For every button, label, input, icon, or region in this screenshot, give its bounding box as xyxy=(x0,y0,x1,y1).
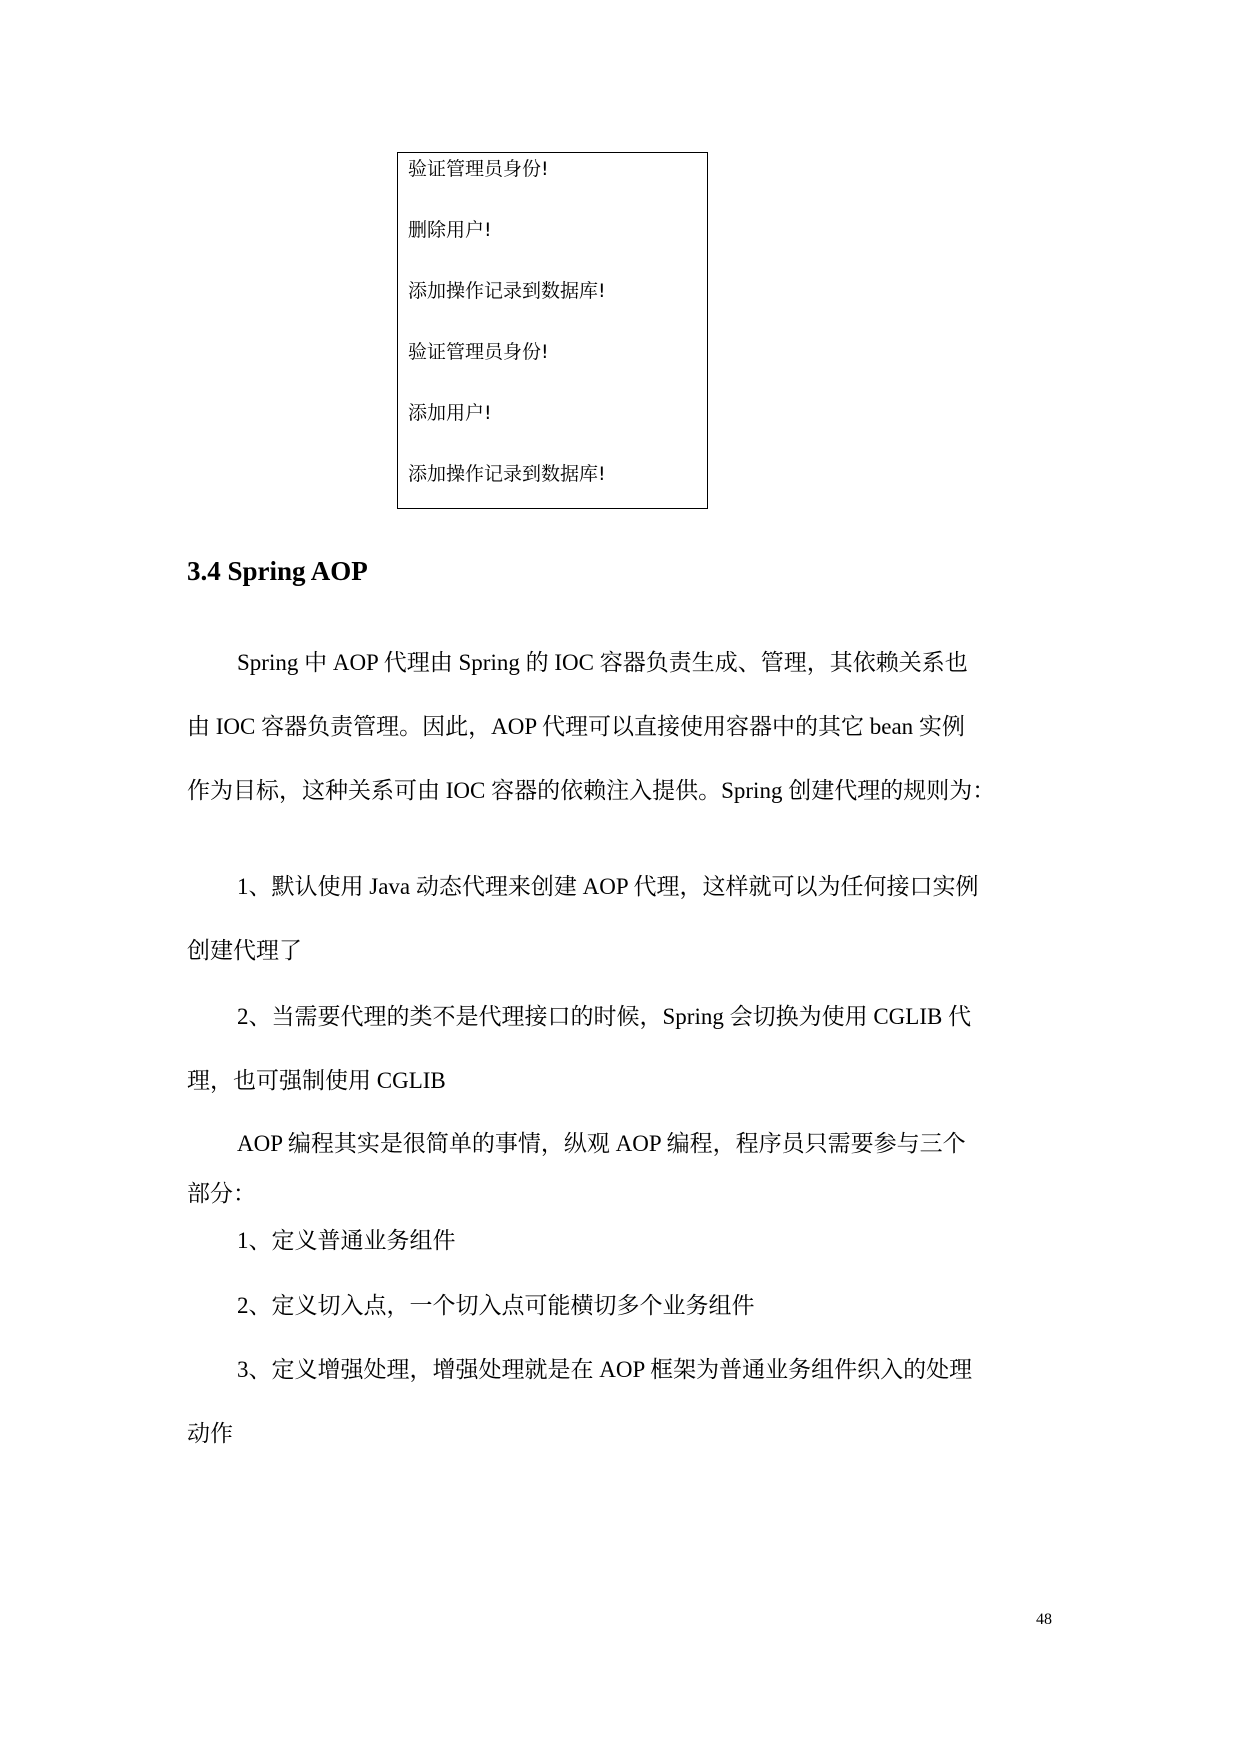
paragraph-line: 部分： xyxy=(187,1181,256,1206)
list-item-continuation: 创建代理了 xyxy=(187,938,302,963)
list-item: 1、默认使用 Java 动态代理来创建 AOP 代理，这样就可以为任何接口实例 xyxy=(237,874,979,899)
paragraph-line: AOP 编程其实是很简单的事情，纵观 AOP 编程，程序员只需要参与三个 xyxy=(237,1131,966,1156)
paragraph-line: Spring 中 AOP 代理由 Spring 的 IOC 容器负责生成、管理，其依赖关系也 xyxy=(237,650,968,675)
output-line: 验证管理员身份! xyxy=(408,158,549,180)
page-number: 48 xyxy=(1036,1611,1052,1628)
list-item: 2、定义切入点，一个切入点可能横切多个业务组件 xyxy=(237,1293,755,1318)
output-line: 添加用户! xyxy=(408,402,492,424)
list-item: 2、当需要代理的类不是代理接口的时候，Spring 会切换为使用 CGLIB 代 xyxy=(237,1004,972,1029)
list-item: 3、定义增强处理，增强处理就是在 AOP 框架为普通业务组件织入的处理 xyxy=(237,1357,973,1382)
list-item-continuation: 动作 xyxy=(187,1421,233,1446)
list-item-continuation: 理，也可强制使用 CGLIB xyxy=(187,1068,446,1093)
output-line: 验证管理员身份! xyxy=(408,341,549,363)
output-line: 添加操作记录到数据库! xyxy=(408,463,606,485)
console-output-box xyxy=(397,152,708,509)
list-item: 1、定义普通业务组件 xyxy=(237,1228,456,1253)
output-line: 添加操作记录到数据库! xyxy=(408,280,606,302)
output-line: 删除用户! xyxy=(408,219,492,241)
section-heading: 3.4 Spring AOP xyxy=(187,556,368,586)
paragraph-line: 由 IOC 容器负责管理。因此，AOP 代理可以直接使用容器中的其它 bean 实例 xyxy=(187,714,965,739)
paragraph-line: 作为目标，这种关系可由 IOC 容器的依赖注入提供。Spring 创建代理的规则为： xyxy=(187,778,996,803)
